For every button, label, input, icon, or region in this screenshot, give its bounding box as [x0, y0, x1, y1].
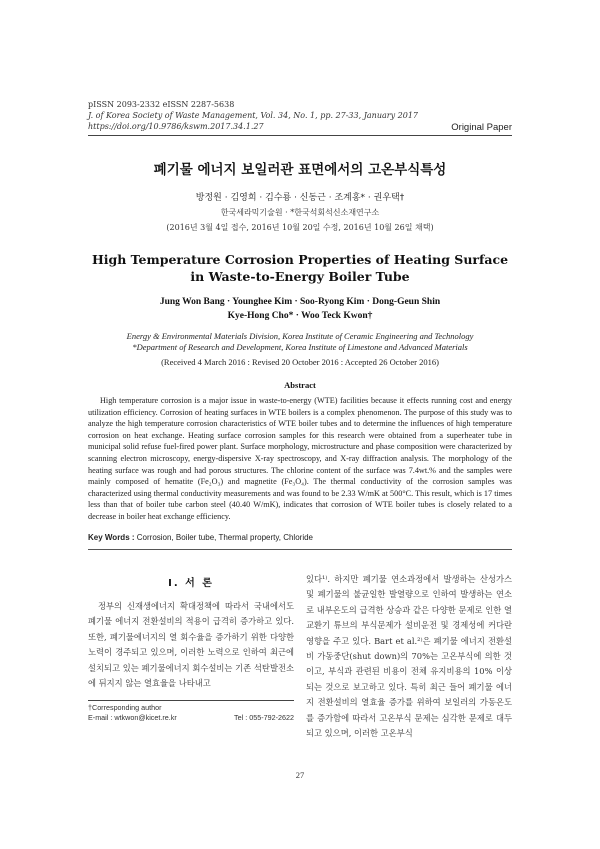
keywords [88, 533, 512, 542]
footnote-email[interactable]: E-mail : wtkwon@kicet.re.kr [88, 713, 177, 722]
journal-header [88, 99, 418, 132]
english-affiliation-line1: Energy & Environmental Materials Division, Korea Institute of Ceramic Engineering and Technology [126, 331, 474, 341]
body-right-column: 있다¹⁾. 하지만 폐기물 연소과정에서 발생하는 산성가스 및 폐기물의 불균일한 발열량으로 인하여 발생하는 연소로 내부온도의 급격한 상승과 같은 다양한 문제로 인한 열교환기 튜브의 부식문제가 설비운전 및 경제성에 커다란 영향을 주고 있다. Bart et al.²⁾은 폐기물 에너지 전환설비 가동중단(shut down)의 70%는 고온부식에 의한 것이고, 부식과 관련된 비용이 전체 유지비용의 10% 이상 되는 것으로 보고하고 있다. 특히 최근 들어 폐기물 에너지 전환설비의 열효율 증가를 위하여 보일러의 가동온도를 증가함에 따라서 고온부식 문제는 심각한 문제로 대두되고 있으며, 이러한 고온부식 [306, 574, 512, 739]
english-title-line1: High Temperature Corrosion Properties of Heating Surface [91, 252, 509, 267]
english-received-dates: (Received 4 March 2016 : Revised 20 October 2016 : Accepted 26 October 2016) [161, 357, 439, 367]
body-left-column: 정부의 신재생에너지 확대정책에 따라서 국내에서도 폐기물 에너지 전환설비의 적용이 급격히 증가하고 있다. 또한, 폐기물에너지의 열 회수율을 증가하기 위한 다양한 노력이 경주되고 있으며, 이러한 노력으로 인하여 최근에 설치되고 있는 폐기물에너지 회수설비는 기존 석탄발전소에 뒤지지 않는 열효율을 나타내고 [88, 601, 294, 689]
english-authors [0, 295, 600, 323]
journal-citation: J. of Korea Society of Waste Management, Vol. 34, No. 1, pp. 27-33, January 2017 [88, 111, 418, 120]
english-authors-line2: Kye-Hong Cho* · Woo Teck Kwon† [227, 311, 373, 321]
footnote [88, 703, 294, 723]
korean-received-dates: (2016년 3월 4일 접수, 2016년 10월 20일 수정, 2016년 10월 26일 채택) [166, 223, 434, 232]
keywords-text: Corrosion, Boiler tube, Thermal property, Chloride [136, 533, 313, 542]
korean-title: 폐기물 에너지 보일러관 표면에서의 고온부식특성 [153, 162, 447, 178]
english-affiliation-line2: *Department of Research and Development, Korea Institute of Limestone and Advanced Materials [132, 342, 468, 352]
page-number: 27 [295, 770, 305, 780]
doi-link[interactable]: https://doi.org/10.9786/kswm.2017.34.1.27 [88, 122, 264, 131]
english-title [0, 251, 600, 285]
header-divider [88, 135, 512, 136]
issn-line: pISSN 2093-2332 eISSN 2287-5638 [88, 100, 235, 109]
footnote-divider [88, 700, 294, 701]
keywords-label: Key Words : [88, 533, 135, 542]
korean-affiliation: 한국세라믹기술원 · *한국석회석신소재연구소 [220, 208, 380, 217]
footnote-corresponding: †Corresponding author [88, 703, 162, 712]
abstract-text: High temperature corrosion is a major issue in waste-to-energy (WTE) facilities because it effects running cost and energy utilization efficiency. Corrosion of heating surfaces in WTE boilers is a complex phenomenon. The purpose of this study was to analyze the high temperature corrosion characteristics of WTE boiler tubes and to determine the influences of high temperature corrosion on heat exchange. Heating surface corrosion samples for this research were obtained from a superheater tube in municipal solid refuse fuel-fired power plant. Surface morphology, microstructure and phase composition were characterized by scanning electron microscopy, energy-dispersive X-ray spectroscopy, and X-ray diffraction analysis. The morphology of the heating surface was rough and had porous structures. The chlorine content of the surface was 7.4wt.% and the samples were mainly composed of hematite (Fe₂O₃) and magnetite (Fe₃O₄). The thermal conductivity of the corrosion samples was characterized using thermal conductivity measurements and was found to be 2.33 W/mK at 500°C. This result, which is 17 times less than that of boiler tube carbon steel (40.40 W/mK), indicates that corrosion of WTE boiler tubes is closely related to a decrease in boiler heat exchange efficiency. [88, 396, 512, 521]
keywords-divider [88, 549, 512, 550]
english-authors-line1: Jung Won Bang · Younghee Kim · Soo-Ryong Kim · Dong-Geun Shin [159, 297, 441, 307]
section-heading-introduction: I. 서 론 [168, 578, 214, 589]
english-title-line2: in Waste-to-Energy Boiler Tube [190, 269, 410, 284]
article-type-label: Original Paper [451, 122, 512, 133]
korean-authors: 방정원 · 김영희 · 김수룡 · 신동근 · 조계홍* · 권우택† [195, 193, 405, 203]
abstract-heading: Abstract [284, 380, 316, 390]
footnote-tel: Tel : 055-792-2622 [234, 713, 294, 722]
english-affiliation [0, 331, 600, 353]
